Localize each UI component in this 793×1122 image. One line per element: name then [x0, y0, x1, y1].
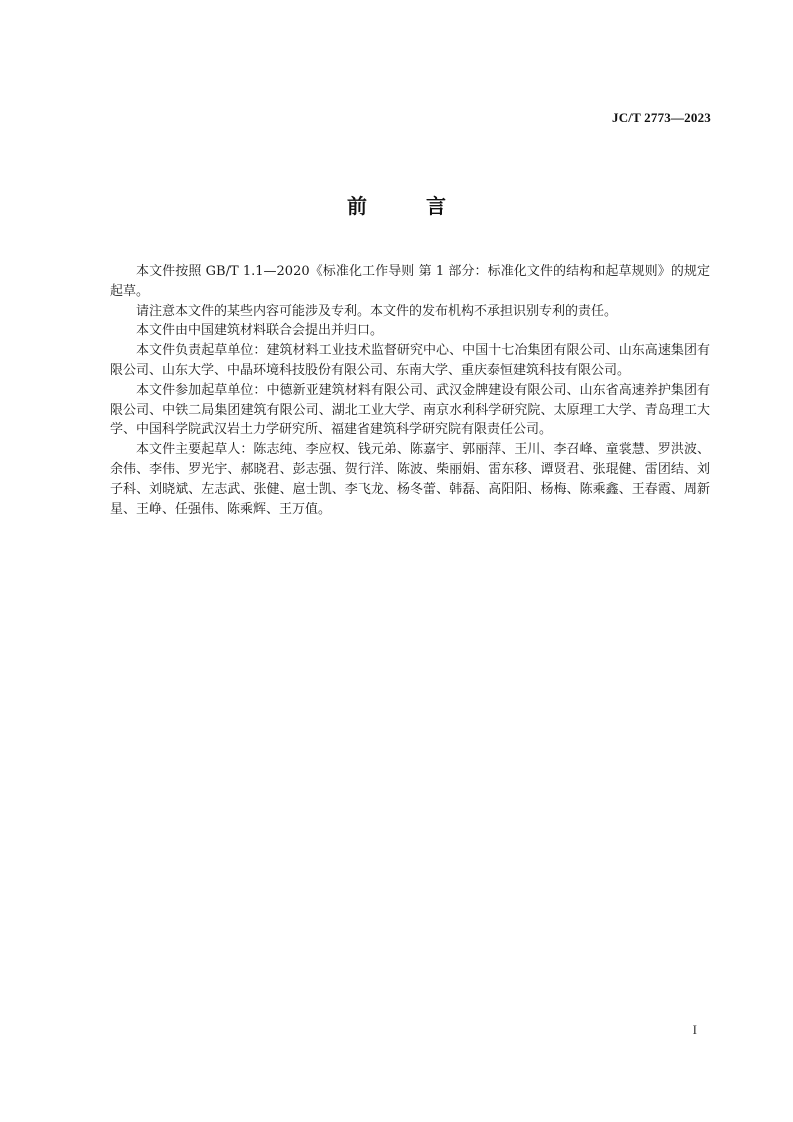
paragraph-participating-units: 本文件参加起草单位：中德新亚建筑材料有限公司、武汉金牌建设有限公司、山东省高速养护集团有限公司、中铁二局集团建筑有限公司、湖北工业大学、南京水利科学研究院、太原理工大学、青岛理工大学、中国科学院武汉岩土力学研究所、福建省建筑科学研究院有限责任公司。: [110, 382, 710, 438]
paragraph-proposer: 本文件由中国建筑材料联合会提出并归口。: [136, 323, 384, 339]
paragraph-main-drafters: 本文件主要起草人：陈志纯、李应权、钱元弟、陈嘉宇、郭丽萍、王川、李召峰、童裳慧、罗洪波、余伟、李伟、罗光宇、郝晓君、彭志强、贺行洋、陈波、柴丽娟、雷东移、谭贤君、张琨健、雷团结、刘子科、刘晓斌、左志武、张健、扈士凯、李飞龙、杨冬蕾、韩磊、高阳阳、杨梅、陈乘鑫、王春霞、周新星、王峥、任强伟、陈乘辉、王万值。: [110, 442, 710, 517]
standard-code: JC/T 2773—2023: [612, 110, 711, 125]
page-title: 前 言: [347, 194, 472, 218]
foreword-body: [110, 262, 710, 519]
page-number: I: [692, 1022, 697, 1037]
paragraph-drafting-rules: 本文件按照 GB/T 1.1—2020《标准化工作导则 第 1 部分：标准化文件的结构和起草规则》的规定起草。: [110, 264, 710, 299]
paragraph-responsible-units: 本文件负责起草单位：建筑材料工业技术监督研究中心、中国十七冶集团有限公司、山东高速集团有限公司、山东大学、中晶环境科技股份有限公司、东南大学、重庆泰恒建筑科技有限公司。: [110, 343, 710, 378]
paragraph-patent-notice: 请注意本文件的某些内容可能涉及专利。本文件的发布机构不承担识别专利的责任。: [136, 303, 618, 319]
